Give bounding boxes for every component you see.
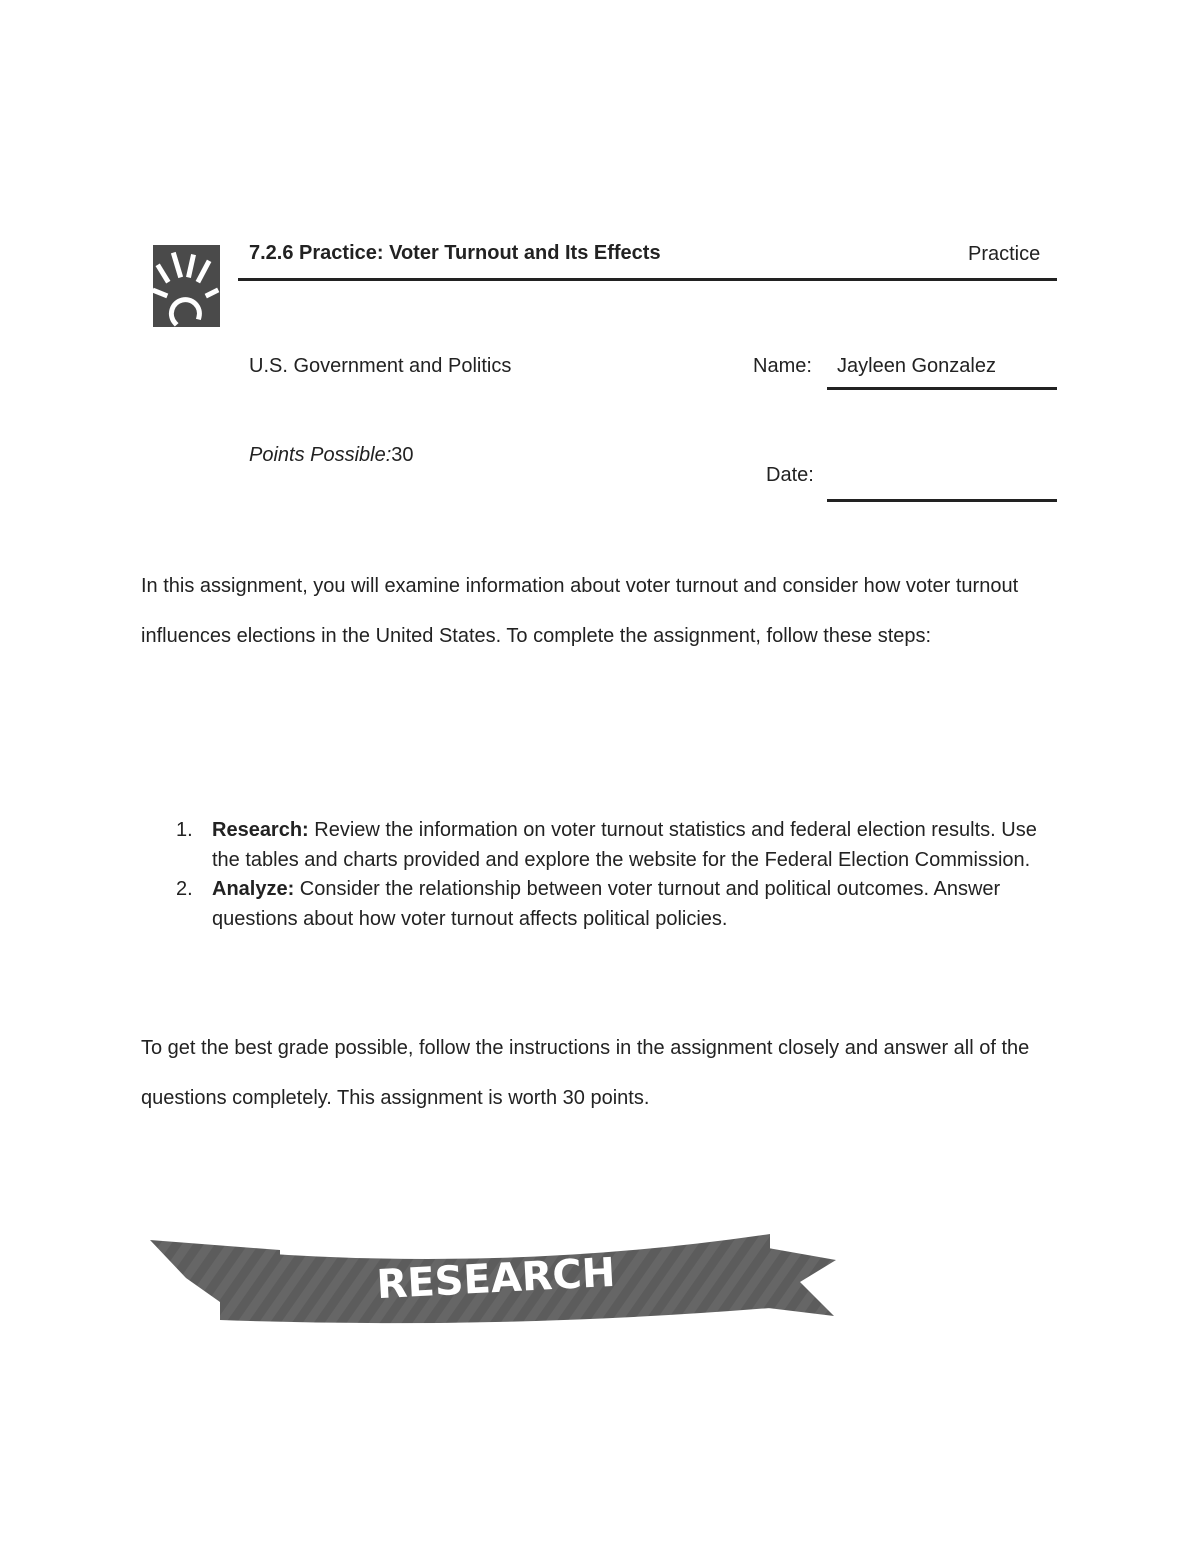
points-value: 30 — [391, 444, 414, 466]
steps-list — [168, 816, 1068, 935]
name-label: Name: — [753, 355, 812, 377]
list-item — [168, 816, 1068, 875]
points-label: Points Possible: — [249, 444, 392, 466]
course-name: U.S. Government and Politics — [249, 355, 512, 377]
banner-label: RESEARCH — [375, 1249, 617, 1309]
points-possible — [249, 444, 414, 467]
list-item — [168, 875, 1068, 934]
outro-paragraph: To get the best grade possible, follow the instructions in the assignment closely and answer all of the questions completely. This assignment is worth 30 points. — [141, 1037, 1030, 1109]
step-number: 2. — [176, 878, 193, 901]
intro-paragraph: In this assignment, you will examine information about voter turnout and consider how voter turnout influences elections in the United States. To complete the assignment, follow these steps: — [141, 575, 1019, 647]
header-divider — [238, 278, 1057, 281]
page-title: 7.2.6 Practice: Voter Turnout and Its Effects — [249, 242, 661, 264]
step-text: Review the information on voter turnout statistics and federal election results. Use the tables and charts provided and explore the website for the Federal Election Commission. — [212, 819, 1037, 871]
name-underline — [827, 387, 1057, 390]
step-label: Analyze: — [212, 878, 295, 901]
assignment-type: Practice — [968, 243, 1041, 265]
step-number: 1. — [176, 819, 193, 841]
name-field[interactable]: Jayleen Gonzalez — [837, 355, 996, 377]
date-field[interactable] — [827, 499, 1057, 502]
research-banner — [148, 1230, 838, 1325]
step-text: Consider the relationship between voter turnout and political outcomes. Answer questions about how voter turnout affects political policies. — [212, 878, 1001, 931]
lightbulb-rays-icon — [153, 245, 220, 327]
date-label: Date: — [766, 464, 814, 486]
step-label: Research: — [212, 819, 309, 841]
